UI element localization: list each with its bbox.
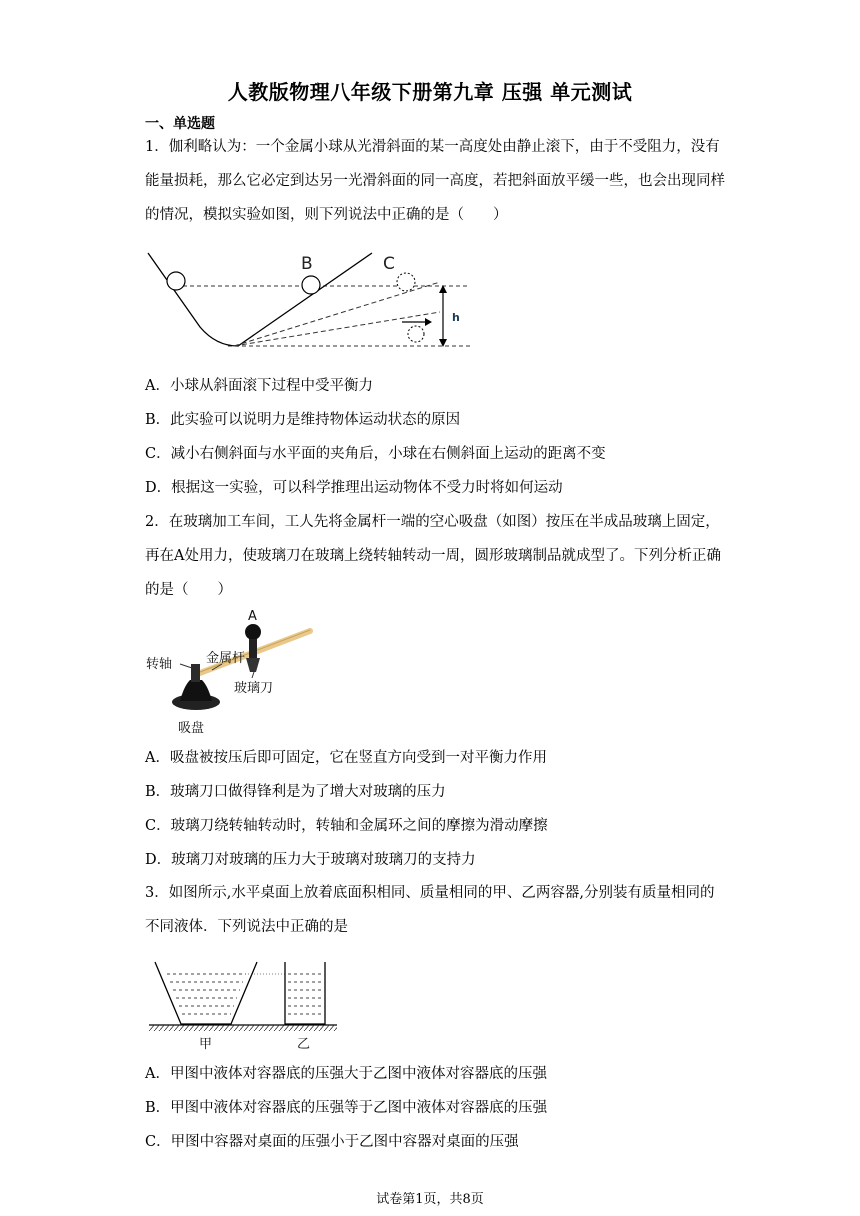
label-b: B — [301, 254, 313, 274]
container-jia — [155, 962, 257, 1024]
suction-cup — [180, 680, 212, 701]
label-rod: 金属杆 — [206, 651, 246, 666]
question-2-stem: 2．在玻璃加工车间，工人先将金属杆一端的空心吸盘（如图）按压在半成品玻璃上固定，再在A处用力，使玻璃刀在玻璃上绕转轴转动一周，圆形玻璃制品就成型了。下列分析正确的是（ ） — [145, 514, 721, 598]
question-3-stem: 3．如图所示,水平桌面上放着底面积相同、质量相同的甲、乙两容器,分别装有质量相同的不同液体．下列说法中正确的是 — [145, 885, 715, 935]
section-heading: 一、单选题 — [145, 116, 215, 132]
leader-knife — [252, 672, 254, 678]
question-1-option-d: D．根据这一实验，可以科学推理出运动物体不受力时将如何运动 — [145, 480, 563, 496]
axis-post — [191, 664, 200, 682]
motion-arrow-head — [425, 318, 432, 326]
knob-a — [245, 624, 261, 640]
question-1-figure — [140, 245, 475, 357]
label-jia: 甲 — [199, 1037, 213, 1052]
question-2-option-a: A．吸盘被按压后即可固定，它在竖直方向受到一对平衡力作用 — [145, 750, 547, 766]
label-yi: 乙 — [297, 1037, 311, 1052]
label-axis: 转轴 — [146, 657, 173, 672]
question-3-figure — [145, 952, 340, 1052]
question-2-option-b: B．玻璃刀口做得锋利是为了增大对玻璃的压力 — [145, 784, 446, 800]
question-3-option-b: B．甲图中液体对容器底的压强等于乙图中液体对容器底的压强 — [145, 1100, 548, 1116]
glass-knife-head — [246, 658, 260, 672]
label-cup: 吸盘 — [178, 721, 205, 736]
ball-moving — [408, 326, 424, 342]
question-2-figure — [140, 606, 315, 738]
label-a: A — [248, 609, 257, 624]
question-3-option-a: A．甲图中液体对容器底的压强大于乙图中液体对容器底的压强 — [145, 1066, 547, 1082]
question-2-option-d: D．玻璃刀对玻璃的压力大于玻璃对玻璃刀的支持力 — [145, 852, 476, 868]
ball-c — [397, 273, 415, 291]
label-c: C — [383, 254, 395, 274]
leader-axis — [180, 664, 192, 668]
page-title: 人教版物理八年级下册第九章 压强 单元测试 — [227, 80, 633, 104]
question-2-option-c: C．玻璃刀绕转轴转动时，转轴和金属环之间的摩擦为滑动摩擦 — [145, 818, 548, 834]
liquid-jia — [167, 974, 246, 1014]
ball-b — [302, 276, 320, 294]
slope-track — [148, 253, 372, 346]
question-1-option-a: A．小球从斜面滚下过程中受平衡力 — [145, 378, 373, 394]
page-footer: 试卷第1页，共8页 — [376, 1192, 484, 1207]
label-knife: 玻璃刀 — [234, 681, 274, 696]
question-3-option-c: C．甲图中容器对桌面的压强小于乙图中容器对桌面的压强 — [145, 1134, 519, 1150]
label-h: h — [452, 311, 460, 324]
question-1-option-c: C．减小右侧斜面与水平面的夹角后，小球在右侧斜面上运动的距离不变 — [145, 446, 606, 462]
container-yi — [285, 962, 325, 1024]
dashed-slope-2 — [234, 312, 440, 346]
ball-start — [167, 272, 185, 290]
liquid-yi — [288, 974, 323, 1014]
question-1-stem: 1．伽利略认为：一个金属小球从光滑斜面的某一高度处由静止滚下，由于不受阻力，没有能量损耗，那么它必定到达另一光滑斜面的同一高度，若把斜面放平缓一些，也会出现同样的情况，模拟实验如图，则下列说法中正确的是（ ） — [145, 139, 725, 223]
table-hatch — [149, 1025, 337, 1031]
question-1-option-b: B．此实验可以说明力是维持物体运动状态的原因 — [145, 412, 461, 428]
